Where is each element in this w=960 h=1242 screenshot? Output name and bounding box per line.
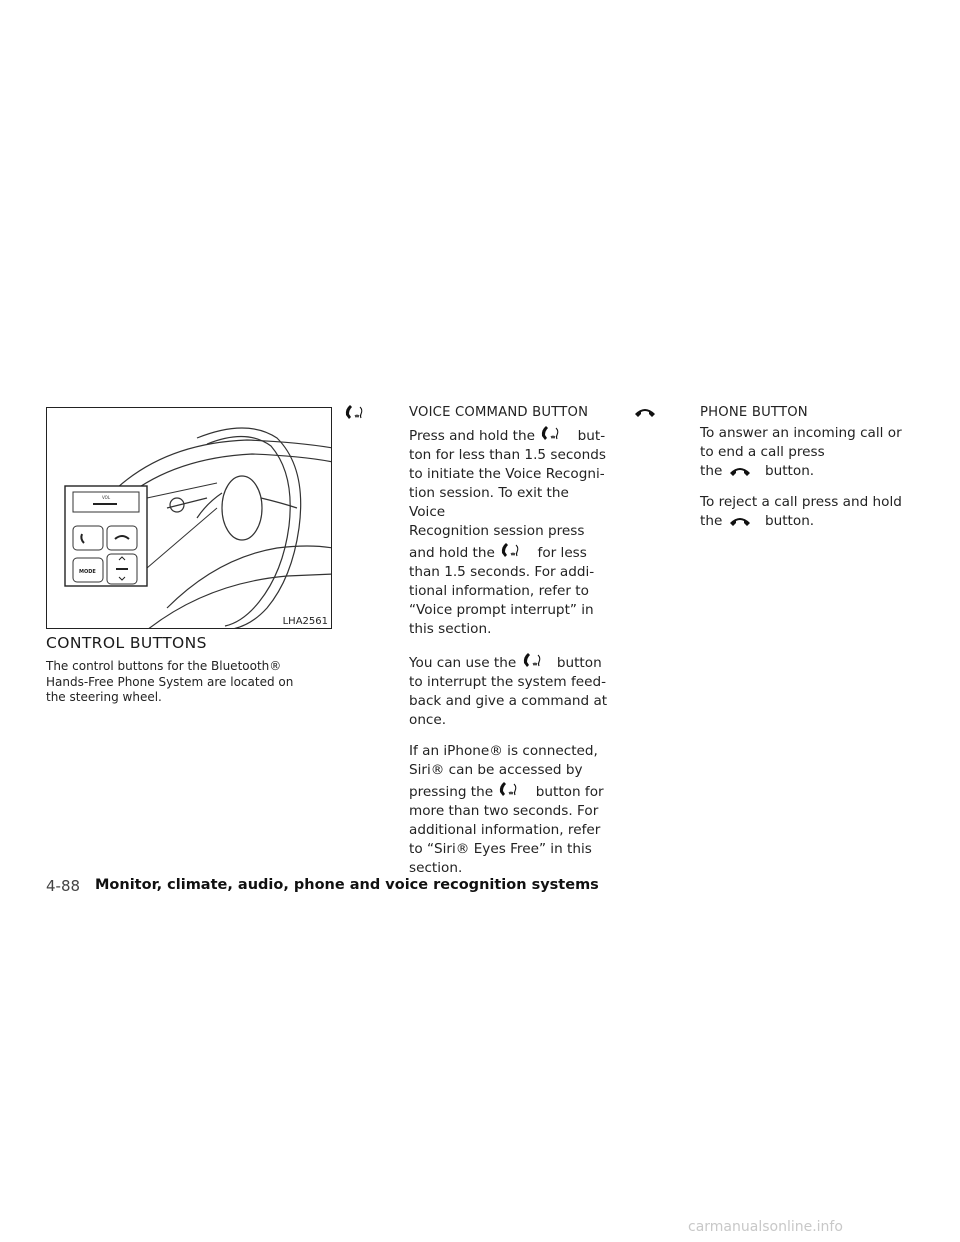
phone-button-section <box>700 403 910 541</box>
text-line <box>700 512 910 531</box>
text-line: section. <box>409 860 463 876</box>
watermark: carmanualsonline.info <box>688 1219 843 1235</box>
text-line: If an iPhone® is connected, <box>409 743 598 759</box>
text-line: tional information, refer to <box>409 583 589 599</box>
phone-paragraph-1 <box>700 424 910 481</box>
text-fragment: button. <box>764 513 815 529</box>
text-line: than 1.5 seconds. For addi- <box>409 564 595 580</box>
section-heading: CONTROL BUTTONS <box>46 634 207 652</box>
text-fragment: pressing the <box>409 784 494 800</box>
text-line: To answer an incoming call or <box>700 425 902 441</box>
voice-paragraph-2 <box>409 651 609 730</box>
text-line <box>409 424 609 446</box>
text-fragment: for less <box>537 545 587 561</box>
vol-label: VOL <box>102 495 111 500</box>
text-fragment: You can use the <box>409 655 517 671</box>
text-line: The control buttons for the Bluetooth® <box>46 659 282 673</box>
text-fragment: the <box>700 513 723 529</box>
voice-command-icon <box>539 424 561 442</box>
text-line: Hands-Free Phone System are located on <box>46 674 294 689</box>
steering-wheel-illustration <box>46 407 332 629</box>
phone-handset-icon <box>729 515 751 527</box>
voice-command-icon <box>343 403 365 421</box>
text-line: back and give a command at <box>409 693 608 709</box>
text-line <box>409 780 609 802</box>
phone-button-title: PHONE BUTTON <box>700 405 808 420</box>
voice-command-section <box>409 403 609 888</box>
text-fragment: the <box>700 463 723 479</box>
text-line: Recognition session press <box>409 523 585 539</box>
text-fragment: Press and hold the <box>409 428 535 444</box>
text-line: To reject a call press and hold <box>700 494 902 510</box>
phone-paragraph-2 <box>700 493 910 531</box>
chapter-title: Monitor, climate, audio, phone and voice recognition systems <box>95 877 599 893</box>
text-fragment: button <box>556 655 602 671</box>
steering-wheel-drawing <box>47 408 332 629</box>
text-line: additional information, refer <box>409 822 601 838</box>
text-line <box>409 651 609 673</box>
voice-command-icon <box>499 541 521 559</box>
control-description <box>46 659 336 706</box>
page-number: 4-88 <box>46 877 81 895</box>
mode-label: MODE <box>79 569 96 575</box>
phone-handset-icon <box>634 406 656 418</box>
text-line: Siri® can be accessed by <box>409 762 583 778</box>
text-line <box>700 462 910 481</box>
text-line: tion session. To exit the Voice <box>409 485 569 520</box>
text-line: to end a call press <box>700 444 825 460</box>
text-fragment: and hold the <box>409 545 495 561</box>
text-line: to interrupt the system feed- <box>409 674 607 690</box>
text-line <box>409 541 609 563</box>
voice-paragraph-3 <box>409 742 609 878</box>
text-line: to “Siri® Eyes Free” in this <box>409 841 592 857</box>
text-fragment: button for <box>535 784 604 800</box>
text-line: the steering wheel. <box>46 690 162 704</box>
figure-code: LHA2561 <box>282 616 328 627</box>
text-line: this section. <box>409 621 492 637</box>
text-line: ton for less than 1.5 seconds <box>409 447 606 463</box>
voice-command-icon <box>521 651 543 669</box>
text-line: more than two seconds. For <box>409 803 599 819</box>
text-line: “Voice prompt interrupt” in <box>409 602 594 618</box>
voice-paragraph-1 <box>409 424 609 639</box>
voice-command-icon <box>497 780 519 798</box>
voice-command-title: VOICE COMMAND BUTTON <box>409 405 589 420</box>
text-line: once. <box>409 712 447 728</box>
text-fragment: but- <box>577 428 606 444</box>
text-fragment: button. <box>764 463 815 479</box>
text-line: to initiate the Voice Recogni- <box>409 466 605 482</box>
phone-handset-icon <box>729 465 751 477</box>
